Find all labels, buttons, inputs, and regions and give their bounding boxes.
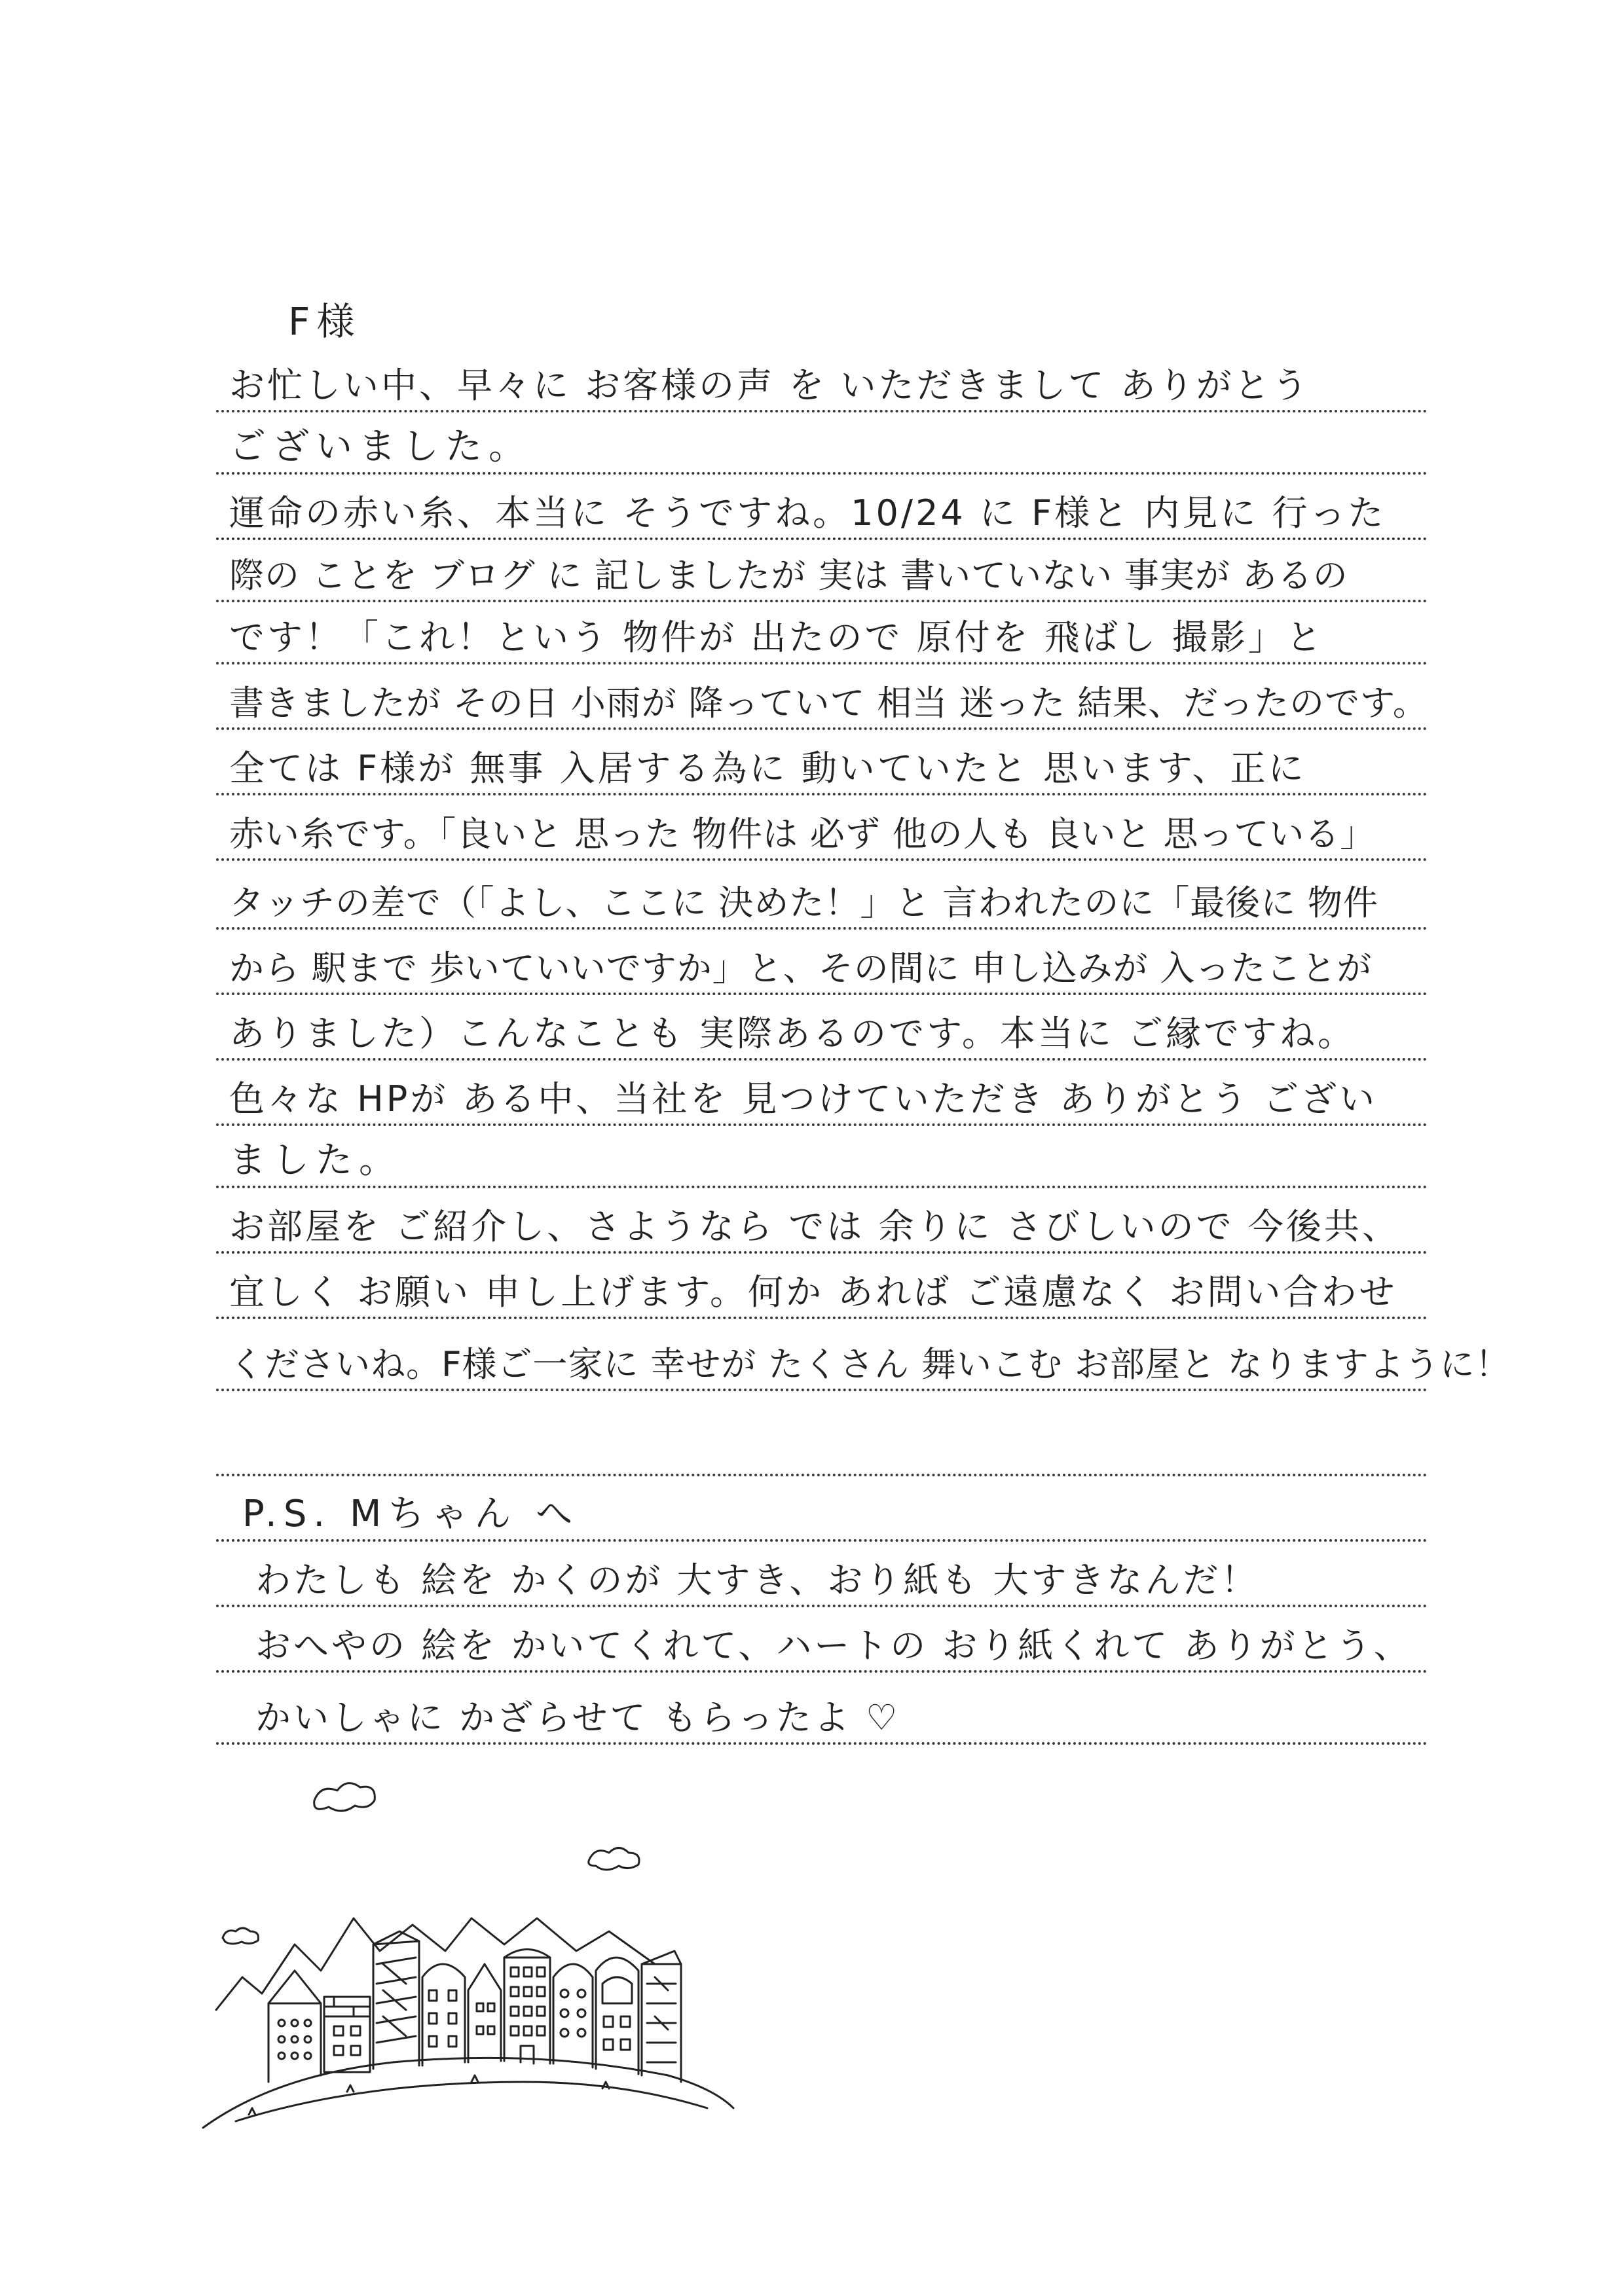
letter-line-text: から 駅まで 歩いていいですか」と、その間に 申し込みが 入ったことが: [229, 949, 1373, 989]
cloud: [314, 1783, 375, 1811]
ps-line: [216, 1607, 1428, 1673]
letter-line-text: ございました。: [229, 426, 532, 468]
letter-line: [216, 730, 1428, 795]
building: [422, 1964, 465, 2066]
letter-line-text: です！「これ！という 物件が 出たので 原付を 飛ばし 撮影」と: [229, 617, 1324, 658]
letter-line-text: 運命の赤い糸、本当に そうですね。10/24 に F様と 内見に 行った: [229, 492, 1386, 534]
letter-line-text: 色々な HPが ある中、当社を 見つけていただき ありがとう ござい: [229, 1078, 1377, 1120]
letter-line: [216, 1254, 1428, 1319]
building: [324, 1997, 370, 2072]
building: [373, 1931, 419, 2069]
letter-line: [216, 540, 1428, 602]
letter-line-text: 全ては F様が 無事 入居する為に 動いていたと 思います、正に: [229, 748, 1306, 789]
letter-line-text: 際の ことを ブログ に 記しましたが 実は 書いていない 事実が あるの: [229, 556, 1348, 596]
letter-line: [216, 665, 1428, 730]
ps-line-text: かいしゃに かざらせて もらったよ ♡: [255, 1697, 900, 1738]
letter-line-text: くださいね。F様ご一家に 幸せが たくさん 舞いこむ お部屋と なりますように！: [229, 1345, 1511, 1385]
letter-line: [216, 1188, 1428, 1254]
hill-ground: [236, 2082, 707, 2121]
letter-line-text: お部屋を ご紹介し、さようなら では 余りに さびしいので 今後共、: [229, 1206, 1400, 1247]
cloud: [223, 1928, 259, 1944]
building: [268, 1971, 321, 2082]
building: [468, 1964, 501, 2062]
letter-line-text: 赤い糸です。「良いと 思った 物件は 必ず 他の人も 良いと 思っている」: [229, 814, 1376, 854]
letter-line-text: 宜しく お願い 申し上げます。何か あれば ご遠慮なく お問い合わせ: [229, 1271, 1397, 1313]
letter-line-text: 書きましたが その日 小雨が 降っていて 相当 迷った 結果、だったのです。: [229, 683, 1428, 723]
hill: [203, 2058, 733, 2128]
letter-line: [216, 995, 1428, 1061]
letter-line: [216, 412, 1428, 475]
ps-heading-row: [216, 1476, 1428, 1542]
letter-line-text: ありました）こんなことも 実際あるのです。本当に ご縁ですね。: [229, 1013, 1356, 1054]
building: [553, 1964, 593, 2068]
letter-line-text: タッチの差で（「よし、ここに 決めた！」と 言われたのに「最後に 物件: [229, 883, 1379, 923]
town-on-hill-illustration: [196, 1768, 760, 2134]
letter-line: [216, 347, 1428, 412]
letter-line-text: お忙しい中、早々に お客様の声 を いただきまして ありがとう: [229, 365, 1310, 406]
letter-line: [216, 475, 1428, 540]
mountains: [216, 1918, 655, 2010]
salutation: F様: [288, 299, 361, 344]
letter-line: [216, 1319, 1511, 1391]
building: [504, 1950, 550, 2064]
letter-line: [216, 1126, 1428, 1188]
letter-line: [216, 602, 1428, 665]
building: [642, 1951, 681, 2082]
building: [596, 1958, 638, 2074]
grass: [249, 2075, 609, 2115]
letter-line: [216, 861, 1428, 930]
letter-line: [216, 1061, 1428, 1126]
letter-line: [216, 930, 1428, 995]
ps-line-text: おへやの 絵を かいてくれて、ハートの おり紙くれて ありがとう、: [255, 1625, 1412, 1666]
ps-line: [216, 1673, 1428, 1745]
salutation-row: [216, 288, 1428, 347]
ps-line-text: わたしも 絵を かくのが 大すき、おり紙も 大すきなんだ！: [255, 1559, 1259, 1601]
cloud: [589, 1848, 639, 1870]
letter-line: [216, 795, 1428, 861]
ps-heading: P.S. Mちゃん へ: [242, 1493, 580, 1535]
blank-line: [216, 1391, 1428, 1476]
dotted-rule: [216, 1742, 1428, 1745]
ps-line: [216, 1542, 1428, 1607]
letter-line-text: ました。: [229, 1139, 402, 1182]
